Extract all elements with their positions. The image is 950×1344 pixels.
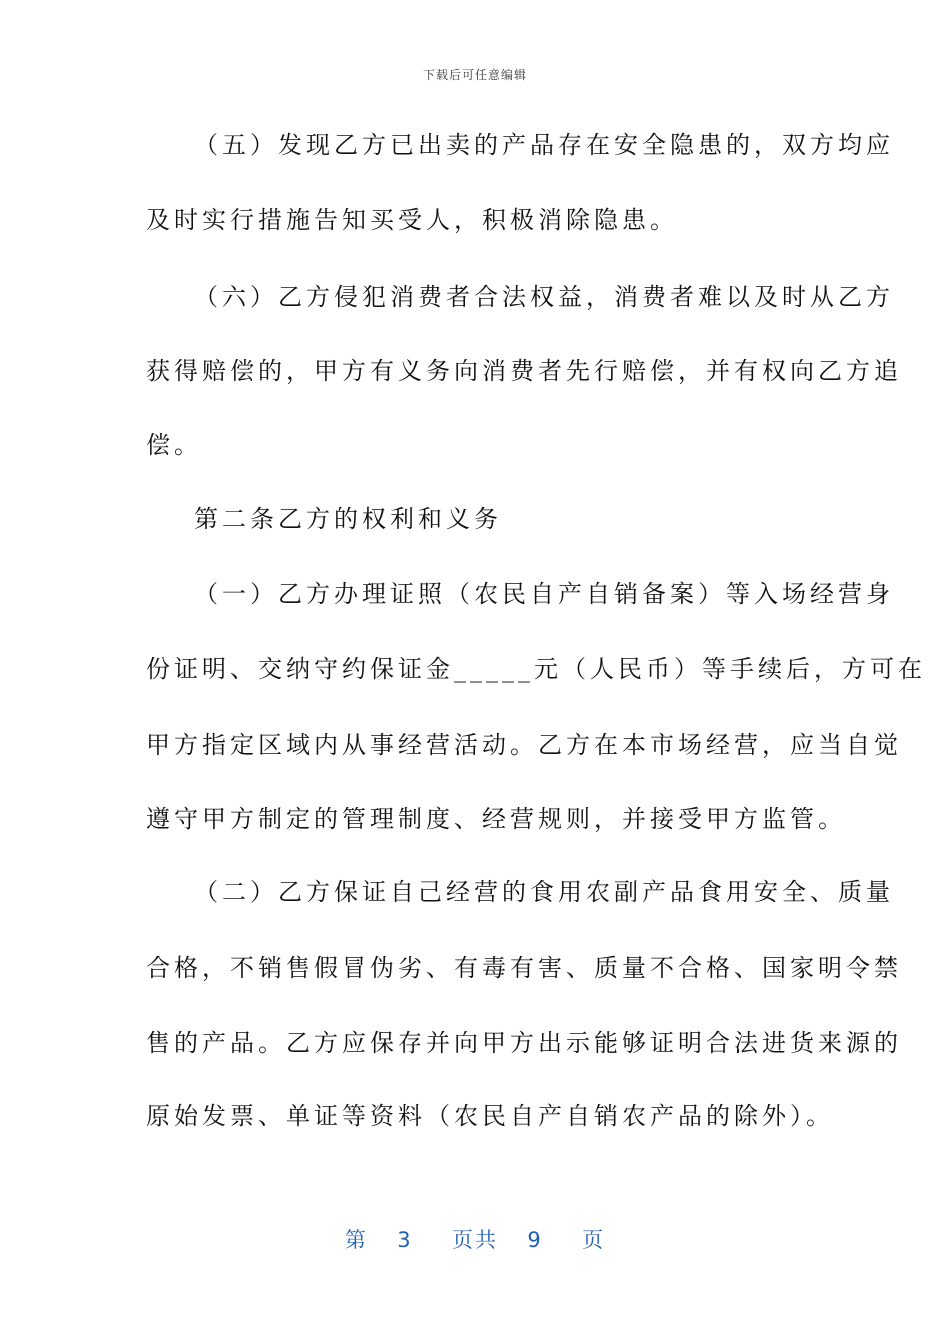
footer-prefix: 第 (344, 1228, 368, 1252)
paragraph-line: 及时实行措施告知买受人，积极消除隐患。 (146, 206, 678, 234)
page-footer (0, 1224, 950, 1254)
footer-total-pages: 9 (527, 1228, 543, 1252)
paragraph-line: （二）乙方保证自己经营的食用农副产品食用安全、质量 (194, 878, 894, 906)
paragraph-line: 原始发票、单证等资料（农民自产自销农产品的除外）。 (146, 1102, 834, 1130)
section-heading: 第二条乙方的权利和义务 (194, 505, 502, 533)
page-header: 下载后可任意编辑 (422, 68, 527, 82)
paragraph-line: 遵守甲方制定的管理制度、经营规则，并接受甲方监管。 (146, 805, 846, 833)
footer-middle: 页共 (452, 1228, 498, 1252)
paragraph-line: （一）乙方办理证照（农民自产自销备案）等入场经营身 (194, 580, 894, 608)
paragraph-line: 偿。 (146, 431, 202, 459)
paragraph-line: 售的产品。乙方应保存并向甲方出示能够证明合法进货来源的 (146, 1029, 902, 1057)
paragraph-line: 获得赔偿的，甲方有义务向消费者先行赔偿，并有权向乙方追 (146, 357, 902, 385)
paragraph-line: 甲方指定区域内从事经营活动。乙方在本市场经营，应当自觉 (146, 731, 902, 759)
paragraph-line: 份证明、交纳守约保证金_____元（人民币）等手续后，方可在 (146, 655, 926, 683)
footer-current-page: 3 (397, 1228, 413, 1252)
paragraph-line: （五）发现乙方已出卖的产品存在安全隐患的，双方均应 (194, 131, 894, 159)
footer-suffix: 页 (582, 1228, 606, 1252)
paragraph-line: 合格，不销售假冒伪劣、有毒有害、质量不合格、国家明令禁 (146, 954, 902, 982)
paragraph-line: （六）乙方侵犯消费者合法权益，消费者难以及时从乙方 (194, 283, 894, 311)
